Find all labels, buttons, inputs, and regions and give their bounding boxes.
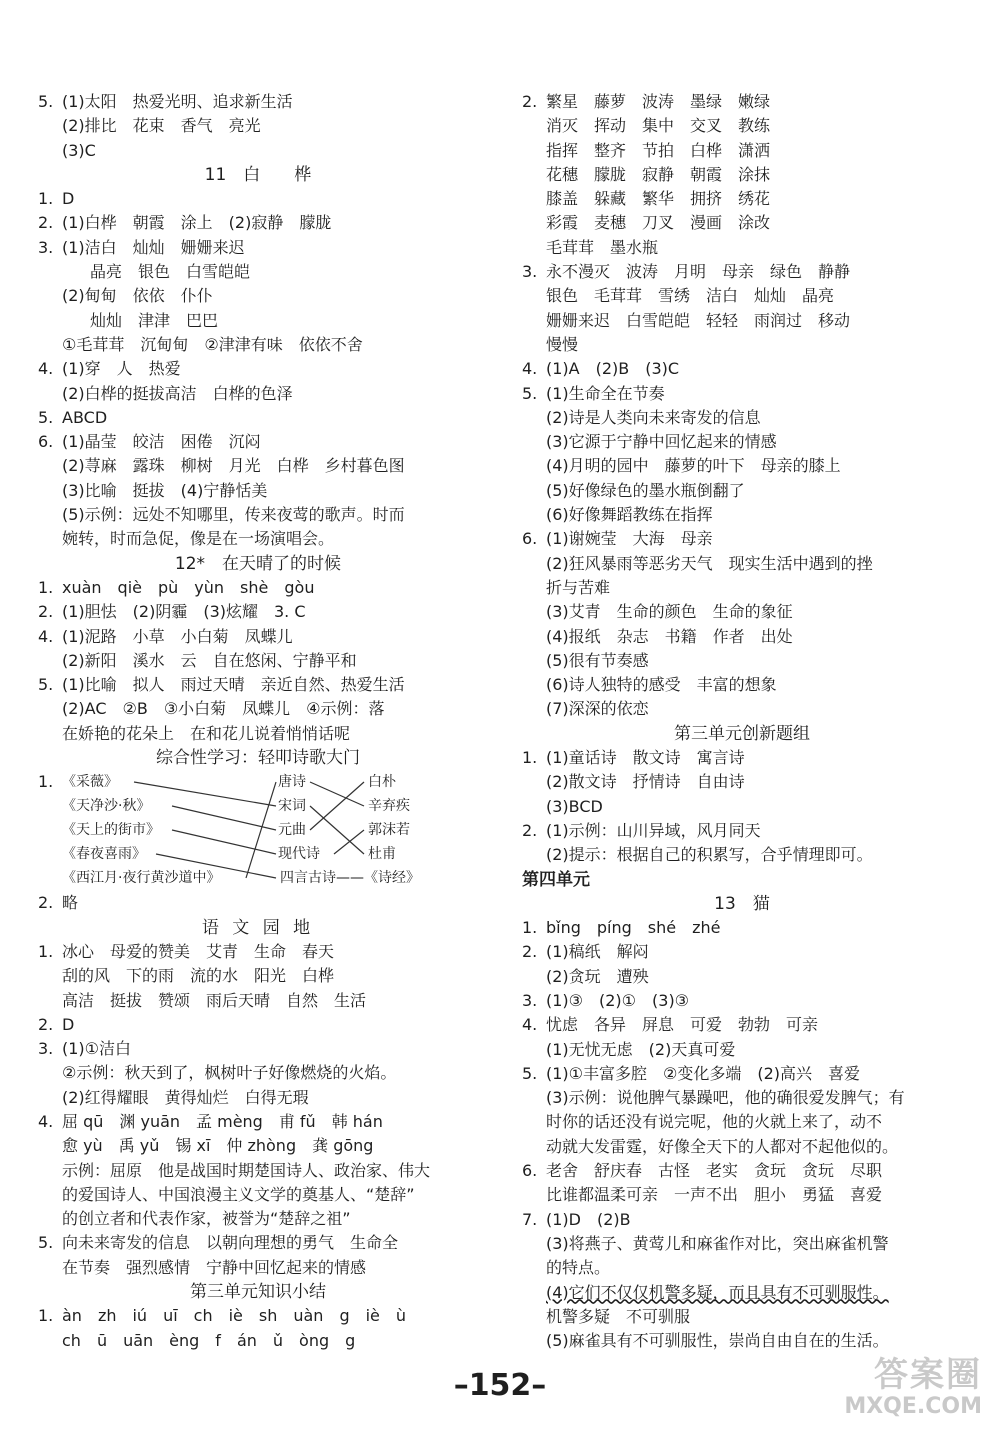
answer-text: 忧虑 各异 屏息 可爱 勃勃 可亲 [546,1015,819,1035]
matching-genre: 宋词 [278,798,306,815]
answer-text: (2)贪玩 遭殃 [546,966,649,986]
answer-line [522,430,962,454]
question-number: 2. [38,893,54,913]
answer-line [522,1256,962,1280]
matching-line [310,782,364,830]
answer-text: (3)BCD [546,796,603,816]
question-number: 2. [522,942,538,962]
answer-line [38,1037,478,1061]
answer-text: (2)提示：根据自己的积累写，合乎情理即可。 [546,845,873,865]
matching-work: 《春夜喜雨》 [62,846,146,863]
matching-genre: 元曲 [278,822,306,839]
answer-line [522,187,962,211]
answer-text: (5)好像绿色的墨水瓶倒翻了 [546,480,745,500]
answer-line [38,1207,478,1231]
matching-author: 郭沫若 [368,822,410,839]
answer-line [38,236,478,260]
answer-text: (1)晶莹 皎洁 困倦 沉闷 [62,432,261,452]
matching-line [246,782,276,878]
answer-line [38,1329,478,1353]
question-number: 2. [522,92,538,111]
matching-genre: 四言古诗——《诗经》 [280,870,420,887]
answer-text: 折与苦难 [546,577,611,597]
watermark-logo [832,1355,982,1425]
answer-line [38,260,478,284]
answer-text: (1)比喻 拟人 雨过天晴 亲近自然、热爱生活 [62,675,405,695]
answer-text: (5)很有节奏感 [546,650,649,670]
answer-text: (2)荨麻 露珠 柳树 月光 白桦 乡村暮色图 [62,456,405,476]
section-title: 综合性学习：轻叩诗歌大门 [156,748,360,769]
answer-text: 高洁 挺拔 赞颂 雨后天晴 自然 生活 [62,990,367,1010]
answer-line [38,1086,478,1110]
answer-line [38,139,478,163]
section-title: 第三单元知识小结 [190,1282,326,1303]
answer-line [522,90,962,114]
page-number: –152– [453,1368,547,1403]
question-number: 4. [522,359,538,379]
answer-line [522,139,962,163]
answer-text: 愈 yù 禹 yǔ 锡 xī 仲 zhòng 龚 gōng [62,1136,374,1156]
answer-text: 慢慢 [546,334,579,354]
answer-line [38,187,478,211]
answer-line [38,382,478,406]
answer-text: 刮的风 下的雨 流的水 阳光 白桦 [62,966,335,986]
answer-text: 动就大发雷霆，好像全天下的人都对不起他似的。 [546,1136,899,1156]
question-number: 3. [38,237,54,257]
matching-line [172,806,276,830]
answer-line [38,1304,478,1328]
question-number: 1. [38,1306,54,1326]
question-number: 1. [522,918,538,938]
answer-line [38,1013,478,1037]
answer-text: (1)生命全在节奏 [546,383,665,403]
answer-line [38,430,478,454]
answer-line [522,1183,962,1207]
answer-line [522,527,962,551]
matching-line [310,806,364,854]
matching-work: 《天上的街市》 [62,822,160,839]
answer-text: 银色 毛茸茸 雪绣 洁白 灿灿 晶亮 [546,286,835,306]
answer-text: 姗姗来迟 白雪皑皑 轻轻 雨润过 移动 [546,310,851,330]
answer-text: 屈 qū 渊 yuān 孟 mèng 甫 fǔ 韩 hán [62,1111,383,1131]
answer-text: (2)狂风暴雨等恶劣天气 现实生活中遇到的挫 [546,553,873,573]
answer-line [38,891,478,915]
question-number: 5. [522,383,538,403]
question-number: 5. [38,92,54,111]
answer-text: xuàn qiè pù yùn shè gòu [62,577,315,597]
answer-line [522,600,962,624]
question-number: 1. [38,189,54,209]
answer-line [522,1135,962,1159]
question-number: 3. [522,262,538,282]
answer-line [522,1232,962,1256]
answer-text: 示例：屈原 他是战国时期楚国诗人、政治家、伟大 [62,1160,431,1180]
answer-line [38,989,478,1013]
answer-line [522,576,962,600]
question-number: 4. [38,626,54,646]
answer-text: (2)甸甸 依依 仆仆 [62,286,213,306]
answer-text: 毛茸茸 墨水瓶 [546,237,659,257]
question-number: 5. [38,407,54,427]
answer-text: 彩霞 麦穗 刀叉 漫画 涂改 [546,213,771,233]
answer-text: (6)诗人独特的感受 丰富的想象 [546,675,777,695]
answer-text: (1)谢婉莹 大海 母亲 [546,529,713,549]
answer-line [522,114,962,138]
answer-line [522,479,962,503]
question-number: 4. [522,1015,538,1035]
answer-line [38,1256,478,1280]
question-number: 4. [38,1111,54,1131]
answer-text: 的爱国诗人、中国浪漫主义文学的奠基人、“楚辞” [62,1184,415,1204]
answer-line [38,940,478,964]
answer-text: (3)将燕子、黄莺儿和麻雀作对比，突出麻雀机警 [546,1233,889,1253]
answer-line [38,479,478,503]
section-title: 12* 在天晴了的时候 [174,553,342,574]
answer-line [38,625,478,649]
answer-line [38,1159,478,1183]
answer-line [522,843,962,867]
matching-genre: 唐诗 [278,774,306,791]
question-number: 5. [38,675,54,695]
answer-text: (1)白桦 朝霞 涂上 (2)寂静 朦胧 [62,213,332,233]
answer-line [522,916,962,940]
question-number: 2. [38,602,54,622]
answer-line [522,357,962,381]
answer-text: ABCD [62,407,108,427]
question-number: 7. [522,1209,538,1229]
answer-line [38,333,478,357]
answer-text: 永不漫灭 波涛 月明 母亲 绿色 静静 [546,262,851,282]
watermark-text: 答案圈 [874,1355,982,1395]
answer-text: (2)红得耀眼 黄得灿烂 白得无瑕 [62,1087,309,1107]
answer-text: 指挥 整齐 节拍 白桦 潇洒 [546,140,771,160]
answer-line [522,625,962,649]
answer-text: 略 [62,893,79,913]
answer-text: 灿灿 津津 巴巴 [90,310,219,330]
answer-line [522,1062,962,1086]
question-number: 5. [522,1063,538,1083]
answer-line [38,1061,478,1085]
answer-line [522,1208,962,1232]
answer-line [38,454,478,478]
answer-line [522,260,962,284]
answer-text: (3)示例：说他脾气暴躁吧，他的确很爱发脾气；有 [546,1088,905,1108]
answer-line [522,770,962,794]
answer-text: ①毛茸茸 沉甸甸 ②津津有味 依依不舍 [62,334,363,354]
answer-text: (3)比喻 挺拔 (4)宁静恬美 [62,480,268,500]
answer-line [522,1159,962,1183]
answer-text: (4)报纸 杂志 书籍 作者 出处 [546,626,793,646]
question-number: 3. [38,1039,54,1059]
answer-text: 繁星 藤萝 波涛 墨绿 嫩绿 [546,92,771,111]
question-number: 1. [38,772,54,792]
answer-line [522,382,962,406]
answer-line [38,576,478,600]
answer-line [38,357,478,381]
answer-line [522,503,962,527]
answer-text: (1)③ (2)① (3)③ [546,990,690,1010]
answer-text: àn zh iú uī ch iè sh uàn g iè ù [62,1306,407,1326]
section-title: 语 文 园 地 [201,917,315,938]
answer-text: D [62,1014,75,1034]
answer-text: (2)新阳 溪水 云 自在悠闲、宁静平和 [62,650,357,670]
answer-text: (5)麻雀具有不可驯服性，崇尚自由自在的生活。 [546,1331,889,1351]
question-number: 2. [38,213,54,233]
answer-text: (1)①丰富多腔 ②变化多端 (2)高兴 喜爱 [546,1063,861,1083]
unit-heading: 第四单元 [522,869,590,890]
answer-line [522,211,962,235]
left-column [38,90,478,1353]
answer-line [38,1134,478,1158]
answer-text: (1)稿纸 解闷 [546,942,649,962]
answer-line [38,649,478,673]
answer-text: (4)月明的园中 藤萝的叶下 母亲的膝上 [546,456,841,476]
answer-line [38,90,478,114]
question-number: 6. [522,529,538,549]
answer-line [522,795,962,819]
answer-line [38,527,478,551]
answer-text: 的创立者和代表作家，被誉为“楚辞之祖” [62,1209,351,1229]
answer-line [522,746,962,770]
answer-line [522,163,962,187]
answer-text: 的特点。 [546,1258,611,1278]
matching-work: 《采薇》 [62,774,118,791]
answer-text: 时你的话还没有说完呢，他的火就上来了，动不 [546,1112,883,1132]
matching-work: 《西江月·夜行黄沙道中》 [62,870,221,887]
answer-text: (1)A (2)B (3)C [546,359,680,379]
answer-line [522,309,962,333]
answer-text: 机警多疑 不可驯服 [546,1306,691,1326]
question-number: 2. [522,820,538,840]
matching-exercise [38,770,478,891]
answer-text: (1)无忧无虑 (2)天真可爱 [546,1039,736,1059]
answer-line [522,989,962,1013]
question-number: 4. [38,359,54,379]
answer-line [522,1086,962,1110]
matching-author: 白朴 [368,774,396,791]
answer-line [522,819,962,843]
answer-line [522,673,962,697]
answer-line [522,1110,962,1134]
answer-line [38,673,478,697]
answer-line [522,1013,962,1037]
answer-line [522,406,962,430]
answer-text: 向未来寄发的信息 以朝向理想的勇气 生命全 [62,1233,399,1253]
answer-text: (3)艾青 生命的颜色 生命的象征 [546,602,793,622]
answer-line [38,114,478,138]
right-column [522,90,962,1353]
matching-author: 辛弃疾 [368,798,410,815]
question-number: 1. [38,577,54,597]
answer-line [522,1038,962,1062]
answer-text: ch ū uān èng f án ǔ òng g [62,1330,356,1350]
answer-text: (1)童话诗 散文诗 寓言诗 [546,748,745,768]
matching-genre: 现代诗 [278,846,320,863]
answer-line [522,1305,962,1329]
answer-line [522,940,962,964]
answer-text: (1)洁白 灿灿 姗姗来迟 [62,237,245,257]
question-number: 6. [38,432,54,452]
question-number: 6. [522,1161,538,1181]
matching-line [310,782,364,806]
answer-text: (2)白桦的挺拔高洁 白桦的色泽 [62,383,293,403]
answer-text: 花穗 朦胧 寂静 朝霞 涂抹 [546,164,771,184]
answer-text: (1)示例：山川异域，风月同天 [546,820,761,840]
answer-line [522,236,962,260]
question-number: 3. [522,990,538,1010]
answer-line [522,697,962,721]
answer-line [522,284,962,308]
section-title: 13 猫 [714,893,770,914]
answer-text: D [62,189,75,209]
answer-line [522,552,962,576]
answer-line [38,1231,478,1255]
answer-text: (2)诗是人类向未来寄发的信息 [546,407,761,427]
answer-line [38,964,478,988]
answer-line [38,406,478,430]
answer-text: (1)D (2)B [546,1209,631,1229]
answer-line [38,309,478,333]
answer-text: 晶亮 银色 白雪皑皑 [90,262,251,282]
answer-line [38,722,478,746]
answer-text: (1)①洁白 [62,1039,132,1059]
answer-text: 老舍 舒庆春 古怪 老实 贪玩 贪玩 尽职 [546,1161,883,1181]
question-number: 5. [38,1233,54,1253]
answer-text: 膝盖 躲藏 繁华 拥挤 绣花 [546,189,771,209]
answer-text: (2)散文诗 抒情诗 自由诗 [546,772,745,792]
answer-text: (1)穿 人 热爱 [62,359,181,379]
answer-line [522,649,962,673]
question-number: 1. [38,941,54,961]
answer-line [522,454,962,478]
matching-line [134,782,276,806]
answer-line [38,1110,478,1134]
answer-line [38,211,478,235]
answer-text: (2)AC ②B ③小白菊 凤蝶儿 ④示例：落 [62,699,385,719]
answer-text: 冰心 母爱的赞美 艾青 生命 春天 [62,941,335,961]
question-number: 2. [38,1014,54,1034]
answer-text: (1)胆怯 (2)阴霾 (3)炫耀 3. C [62,602,306,622]
answer-text: (6)好像舞蹈教练在指挥 [546,505,713,525]
matching-author: 杜甫 [368,846,396,863]
answer-line [522,1329,962,1353]
answer-line [38,697,478,721]
answer-text: (3)C [62,140,96,160]
answer-text: 在节奏 强烈感情 宁静中回忆起来的情感 [62,1257,367,1277]
matching-lines [38,770,478,891]
answer-text: 消灭 挥动 集中 交叉 教练 [546,116,771,136]
answer-text: (1)泥路 小草 小白菊 凤蝶儿 [62,626,293,646]
answer-text: (7)深深的依恋 [546,699,649,719]
section-title: 第三单元创新题组 [674,723,810,744]
answer-text: (1)太阳 热爱光明、追求新生活 [62,92,293,111]
answer-text: (2)排比 花束 香气 亮光 [62,116,261,136]
answer-line [522,965,962,989]
answer-text: (3)它源于宁静中回忆起来的情感 [546,432,777,452]
answer-text: (4)它们不仅仅机警多疑，而且具有不可驯服性。 [546,1282,889,1302]
answer-text: bǐng píng shé zhé [546,918,721,938]
matching-work: 《天净沙·秋》 [62,798,151,815]
section-title: 11 白 桦 [204,164,312,185]
answer-text: 比谁都温柔可亲 一声不出 胆小 勇猛 喜爱 [546,1185,883,1205]
answer-line [38,1183,478,1207]
question-number: 1. [522,748,538,768]
answer-line [38,284,478,308]
answer-text: 在娇艳的花朵上 在和花儿说着悄悄话呢 [62,723,351,743]
watermark-url: MXQE.COM [844,1394,982,1419]
answer-text: ②示例：秋天到了，枫树叶子好像燃烧的火焰。 [62,1063,397,1083]
answer-text: (5)示例：远处不知哪里，传来夜莺的歌声。时而 [62,505,405,525]
answer-line [38,600,478,624]
answer-line [38,503,478,527]
answer-line [522,333,962,357]
answer-line [522,1281,962,1305]
matching-line [156,854,276,878]
answer-text: 婉转，时而急促，像是在一场演唱会。 [62,529,335,549]
